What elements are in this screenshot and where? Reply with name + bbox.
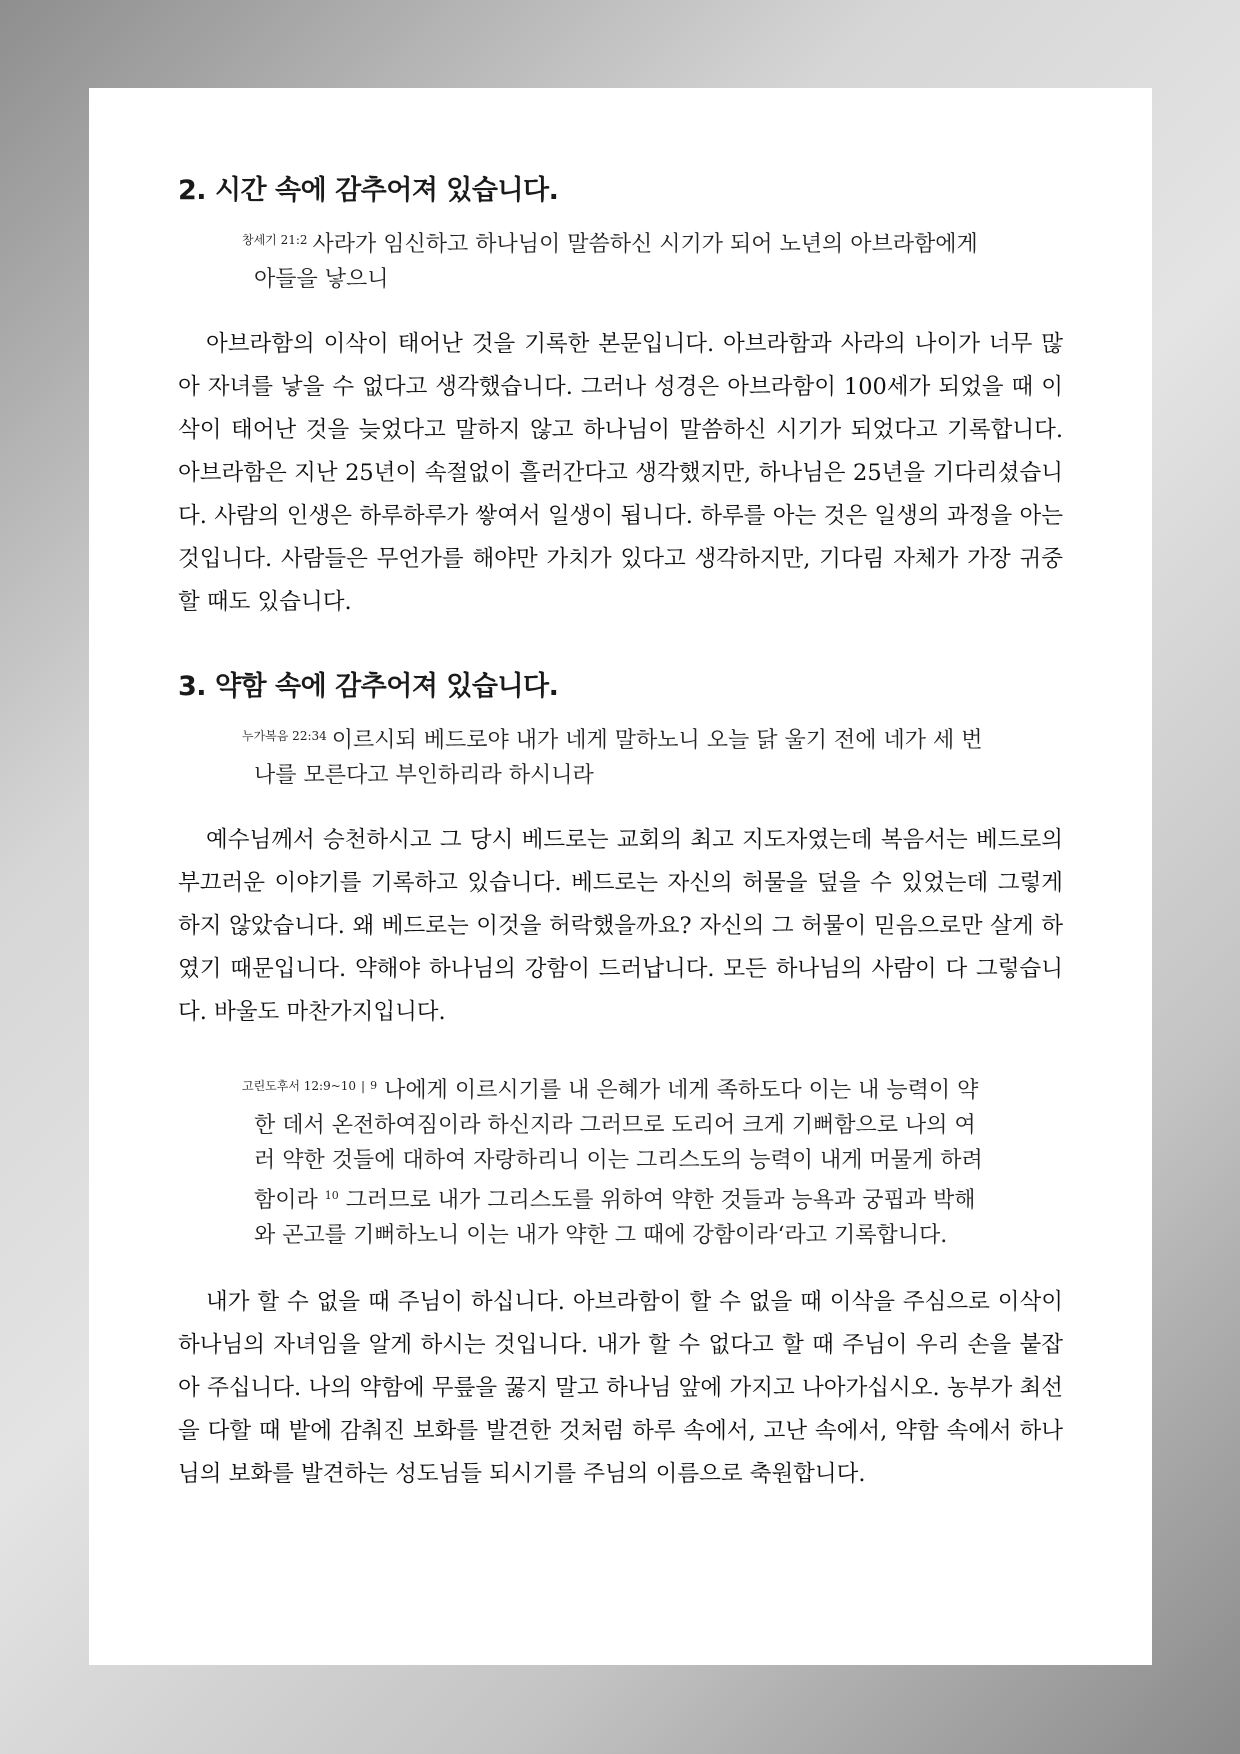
document-page [89, 88, 1152, 1665]
verse-reference: 누가복음 22:34 [242, 729, 327, 743]
section-3-heading: 3. 약함 속에 감추어져 있습니다. [178, 671, 559, 702]
verse-text: 사라가 임신하고 하나님이 말씀하신 시기가 되어 노년의 아브라함에게 아들을 낳으니 [254, 232, 978, 292]
section-2-heading: 2. 시간 속에 감추어져 있습니다. [178, 175, 559, 206]
verse-text: 그러므로 내가 그리스도를 위하여 약한 것들과 능욕과 궁핍과 박해와 곤고를 기뻐하노니 이는 내가 약한 그 때에 강함이라‘라고 기록합니다. [254, 1188, 976, 1248]
section-2-verse [178, 223, 1063, 297]
verse-text: 나에게 이르시기를 내 은혜가 네게 족하도다 이는 내 능력이 약한 데서 온전하여짐이라 하신지라 그러므로 도리어 크게 기뻐함으로 나의 여러 약한 것들에 대하여 자랑하리니 이는 그리스도의 능력이 내게 머물게 하려 함이라 [254, 1078, 983, 1213]
verse-text: 이르시되 베드로야 내가 네게 말하노니 오늘 닭 울기 전에 네가 세 번 나를 모른다고 부인하리라 하시니라 [254, 728, 983, 788]
section-3-paragraph: 예수님께서 승천하시고 그 당시 베드로는 교회의 최고 지도자였는데 복음서는 베드로의 부끄러운 이야기를 기록하고 있습니다. 베드로는 자신의 허물을 덮을 수 있었는데 그렇게 하지 않았습니다. 왜 베드로는 이것을 허락했을까요? 자신의 그 허물이 믿음으로만 살게 하였기 때문입니다. 약해야 하나님의 강함이 드러납니다. 모든 하나님의 사람이 다 그렇습니다. 바울도 마찬가지입니다. [178, 827, 1063, 1025]
verse-separator: | [361, 1079, 366, 1093]
verse-reference: 창세기 21:2 [242, 233, 308, 247]
verse-number: 10 [324, 1189, 339, 1202]
verse-number: 9 [370, 1079, 378, 1092]
closing-paragraph: 내가 할 수 없을 때 주님이 하십니다. 아브라함이 할 수 없을 때 이삭을 주심으로 이삭이 하나님의 자녀임을 알게 하시는 것입니다. 내가 할 수 없다고 할 때 주님이 우리 손을 붙잡아 주십니다. 나의 약함에 무릎을 꿇지 말고 하나님 앞에 가지고 나아가십시오. 농부가 최선을 다할 때 밭에 감춰진 보화를 발견한 것처럼 하루 속에서, 고난 속에서, 약함 속에서 하나님의 보화를 발견하는 성도님들 되시기를 주님의 이름으로 축원합니다. [178, 1289, 1063, 1487]
verse-reference: 고린도후서 12:9~10 [242, 1079, 357, 1093]
section-3-verse-2 [178, 1068, 1063, 1253]
section-2-paragraph: 아브라함의 이삭이 태어난 것을 기록한 본문입니다. 아브라함과 사라의 나이가 너무 많아 자녀를 낳을 수 없다고 생각했습니다. 그러나 성경은 아브라함이 100세가 되었을 때 이삭이 태어난 것을 늦었다고 말하지 않고 하나님이 말씀하신 시기가 되었다고 기록합니다. 아브라함은 지난 25년이 속절없이 흘러간다고 생각했지만, 하나님은 25년을 기다리셨습니다. 사람의 인생은 하루하루가 쌓여서 일생이 됩니다. 하루를 아는 것은 일생의 과정을 아는 것입니다. 사람들은 무언가를 해야만 가치가 있다고 생각하지만, 기다림 자체가 가장 귀중할 때도 있습니다. [178, 331, 1063, 615]
section-3-verse [178, 719, 1063, 793]
